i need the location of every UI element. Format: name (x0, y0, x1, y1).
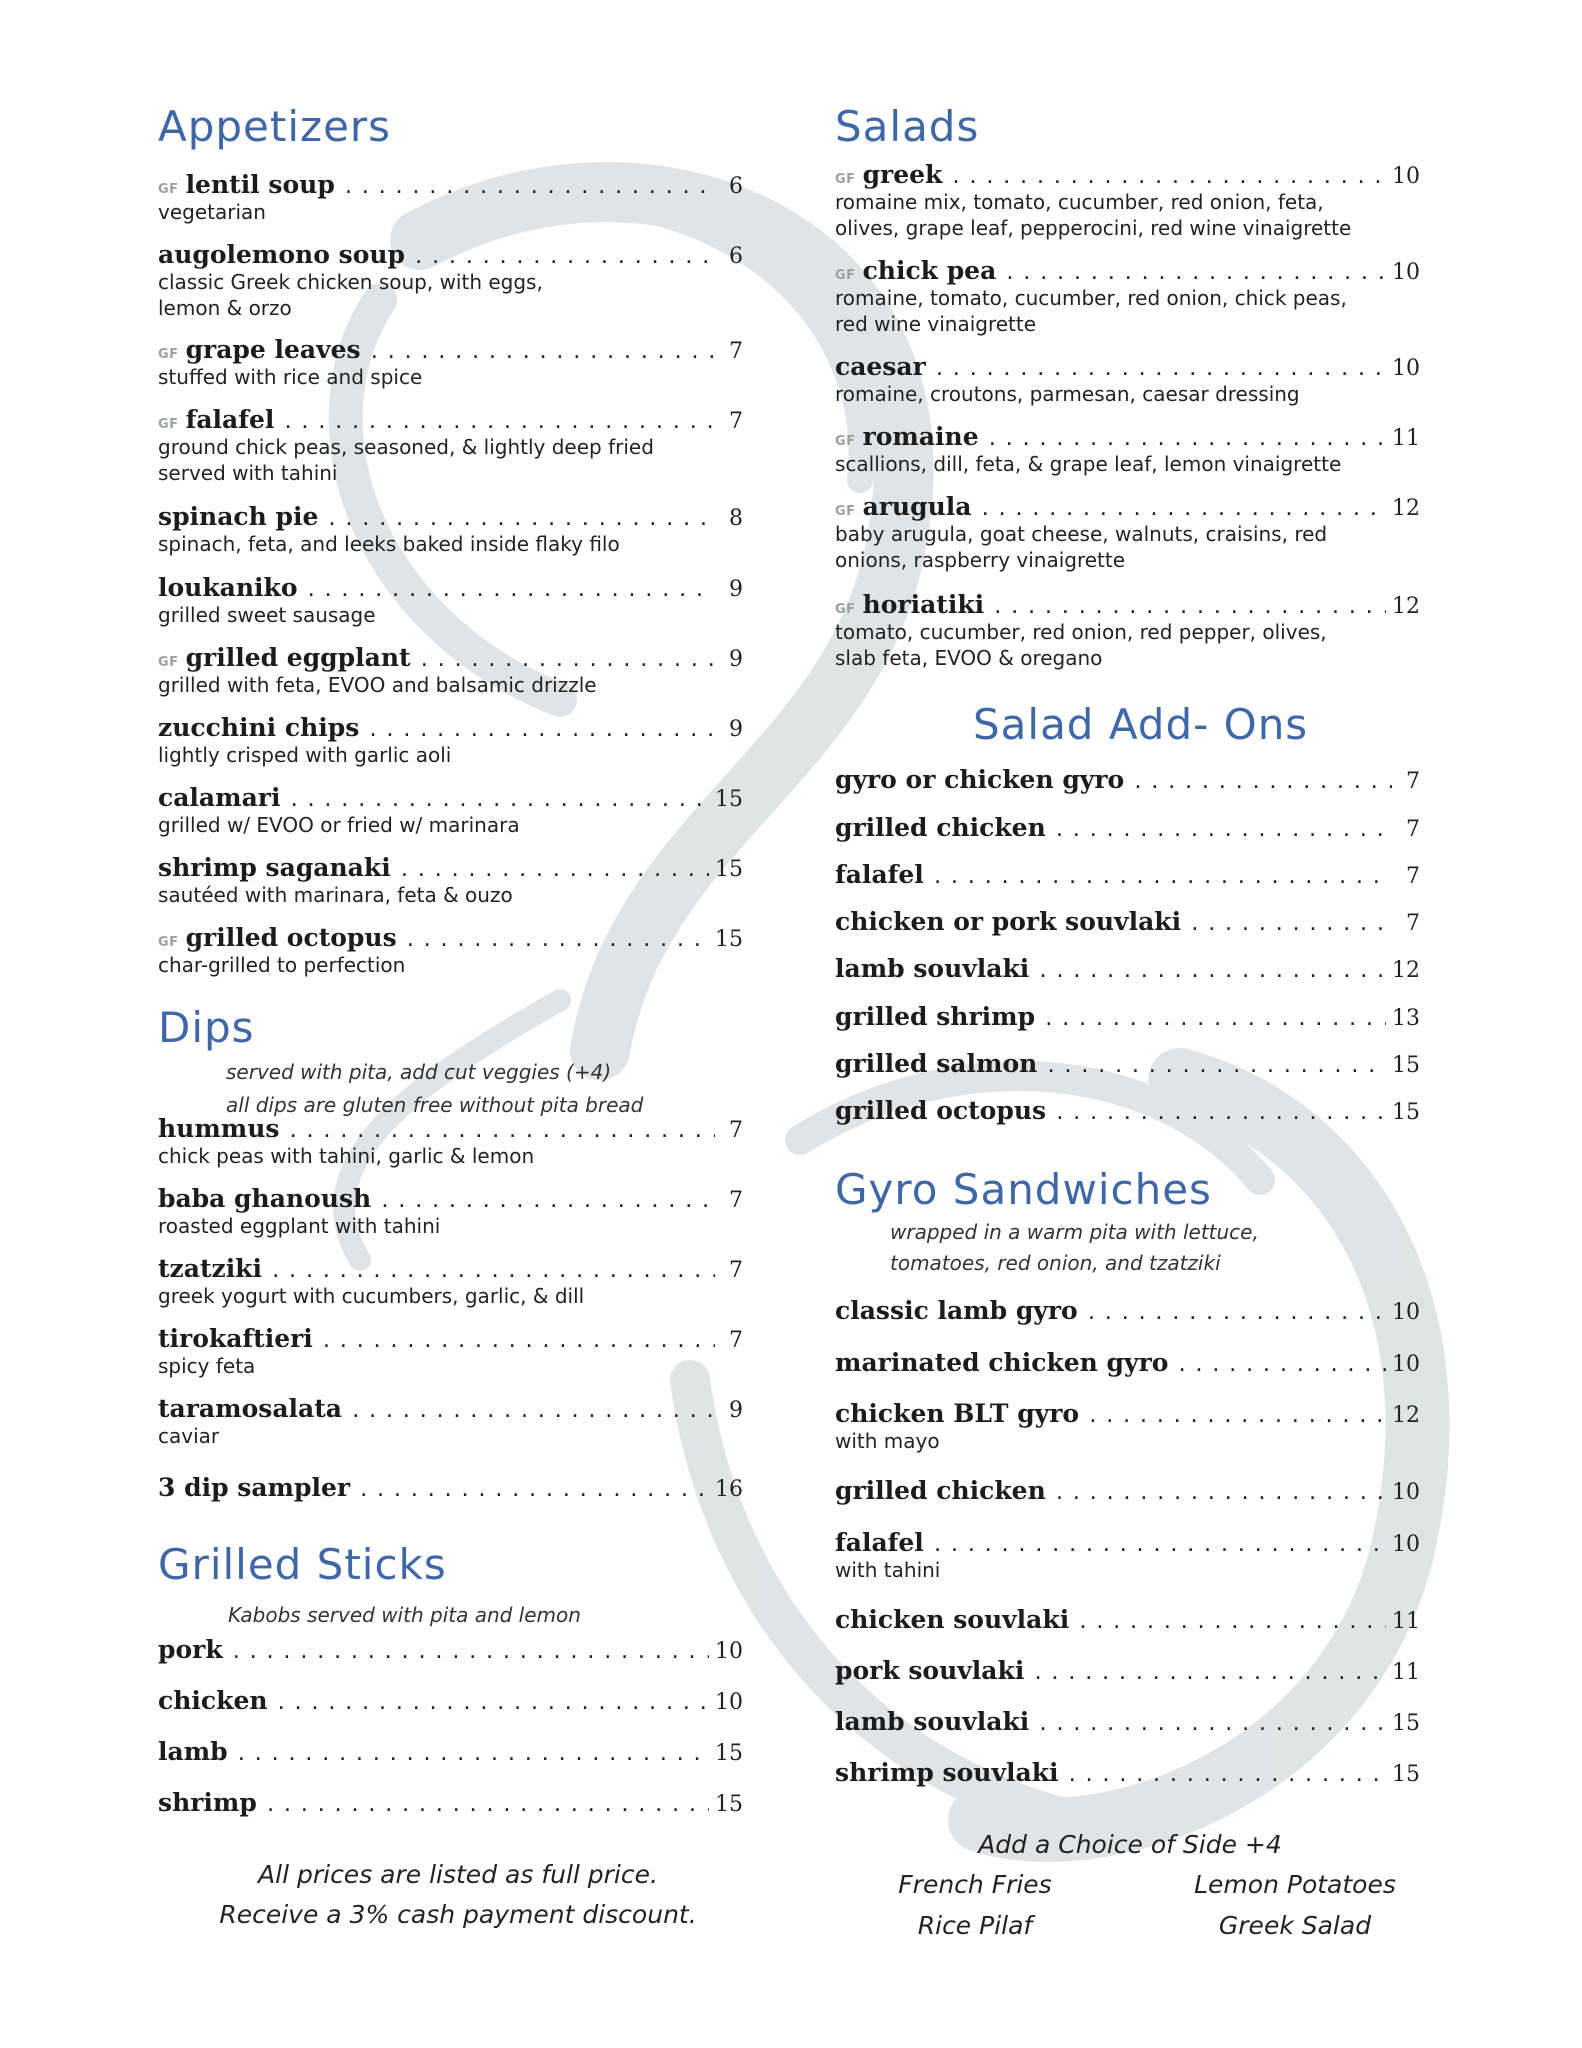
dot-leader (288, 1120, 715, 1142)
dot-leader (321, 1330, 715, 1352)
menu-item-name: romaine (862, 422, 979, 451)
menu-item-line (158, 1788, 743, 1817)
menu-item-price: 7 (729, 1118, 743, 1143)
menu-item-description: char-grilled to perfection (158, 953, 406, 977)
menu-item-line (158, 853, 743, 882)
menu-item (158, 643, 743, 698)
menu-item (835, 1049, 1420, 1078)
menu-item-line (835, 1605, 1420, 1634)
dot-leader (399, 859, 709, 881)
menu-item (158, 1254, 743, 1309)
dot-leader (270, 1260, 715, 1282)
dot-leader (1054, 1482, 1386, 1504)
menu-item-line (835, 765, 1420, 794)
menu-item (158, 573, 743, 628)
menu-item-line (835, 1399, 1420, 1428)
menu-item-line (158, 240, 743, 269)
dot-leader (1054, 1102, 1386, 1124)
menu-item-price: 9 (729, 1398, 743, 1423)
gyro-note: wrapped in a warm pita with lettuce, (890, 1220, 1259, 1244)
menu-item-line (158, 1473, 743, 1502)
menu-item-price: 15 (715, 1792, 743, 1817)
menu-item-price: 15 (715, 787, 743, 812)
menu-item-description: lemon & orzo (158, 296, 292, 320)
dot-leader (979, 498, 1386, 520)
menu-item-line (835, 907, 1420, 936)
gluten-free-badge: GF (835, 434, 856, 449)
menu-item-name: falafel (835, 1528, 924, 1557)
menu-item-name: shrimp (158, 1788, 257, 1817)
menu-item (835, 1399, 1420, 1454)
gyro-note: tomatoes, red onion, and tzatziki (890, 1251, 1221, 1275)
menu-item-price: 15 (715, 1741, 743, 1766)
dot-leader (231, 1641, 709, 1663)
menu-item-name: tzatziki (158, 1254, 263, 1283)
menu-item-name: hummus (158, 1114, 280, 1143)
menu-item-description: baby arugula, goat cheese, walnuts, craisins, red (835, 522, 1328, 546)
menu-item-price: 15 (1392, 1053, 1420, 1078)
menu-item-description: spinach, feta, and leeks baked inside flaky filo (158, 532, 620, 556)
menu-item-price: 10 (715, 1639, 743, 1664)
menu-item-name: grilled salmon (835, 1049, 1038, 1078)
menu-item-description: served with tahini (158, 461, 338, 485)
menu-item-line (158, 502, 743, 531)
menu-item-price: 15 (1392, 1711, 1420, 1736)
menu-item-price: 9 (729, 577, 743, 602)
dot-leader (1043, 1008, 1386, 1030)
dot-leader (987, 428, 1386, 450)
menu-item-name: grilled chicken (835, 813, 1046, 842)
menu-item (835, 1348, 1420, 1377)
menu-item-price: 10 (1392, 1300, 1420, 1325)
dot-leader (1067, 1764, 1386, 1786)
dot-leader (1004, 262, 1386, 284)
menu-item-line (158, 1184, 743, 1213)
gluten-free-badge: GF (158, 935, 179, 950)
menu-item-price: 7 (729, 409, 743, 434)
menu-item-line (158, 1114, 743, 1143)
menu-item-price: 10 (715, 1690, 743, 1715)
menu-item-name: lamb souvlaki (835, 1707, 1030, 1736)
menu-item-price: 10 (1392, 1480, 1420, 1505)
menu-item-description: grilled w/ EVOO or fried w/ marinara (158, 813, 520, 837)
menu-item-name: grilled octopus (835, 1096, 1047, 1125)
menu-item-line (835, 256, 1420, 285)
menu-item-line (158, 170, 743, 199)
menu-item-price: 16 (715, 1477, 743, 1502)
menu-item-price: 11 (1392, 1660, 1420, 1685)
gluten-free-badge: GF (158, 182, 179, 197)
side-option: French Fries (898, 1870, 1052, 1899)
menu-item-name: zucchini chips (158, 713, 360, 742)
menu-item-name: caesar (835, 352, 926, 381)
menu-item (158, 502, 743, 557)
dot-leader (419, 649, 715, 671)
menu-item-description: chick peas with tahini, garlic & lemon (158, 1144, 535, 1168)
menu-item (835, 1476, 1420, 1505)
side-option: Lemon Potatoes (1194, 1870, 1396, 1899)
dot-leader (326, 508, 715, 530)
dot-leader (276, 1692, 709, 1714)
menu-item-price: 10 (1392, 1352, 1420, 1377)
menu-item-price: 7 (729, 339, 743, 364)
menu-item-name: falafel (185, 405, 275, 434)
menu-item-name: chicken BLT gyro (835, 1399, 1080, 1428)
menu-item-price: 10 (1392, 1532, 1420, 1557)
menu-item-price: 12 (1392, 496, 1420, 521)
menu-item-price: 10 (1392, 356, 1420, 381)
side-option: Greek Salad (1218, 1911, 1372, 1940)
menu-item (835, 422, 1420, 477)
dot-leader (413, 246, 715, 268)
menu-item (158, 335, 743, 390)
menu-item (835, 1707, 1420, 1736)
menu-item (158, 853, 743, 908)
menu-item-line (835, 1049, 1420, 1078)
menu-item-line (835, 492, 1420, 521)
dot-leader (950, 166, 1386, 188)
dot-leader (1032, 1662, 1386, 1684)
menu-item-name: lamb souvlaki (835, 954, 1030, 983)
menu-item (835, 1096, 1420, 1125)
menu-item-price: 8 (729, 506, 743, 531)
menu-item-description: romaine, tomato, cucumber, red onion, chick peas, (835, 286, 1347, 310)
menu-item-description: romaine mix, tomato, cucumber, red onion, feta, (835, 190, 1324, 214)
dot-leader (1037, 960, 1386, 982)
menu-item (158, 1184, 743, 1239)
menu-item (835, 813, 1420, 842)
menu-item (158, 170, 743, 225)
dot-leader (405, 929, 709, 951)
grilled-sticks-note: Kabobs served with pita and lemon (228, 1603, 581, 1627)
menu-item-description: spicy feta (158, 1354, 256, 1378)
menu-item-price: 10 (1392, 164, 1420, 189)
dot-leader (1045, 1055, 1386, 1077)
menu-item-name: chicken souvlaki (835, 1605, 1070, 1634)
menu-item-price: 12 (1392, 594, 1420, 619)
menu-item (158, 1788, 743, 1817)
menu-item (835, 590, 1420, 671)
menu-item-line (158, 1635, 743, 1664)
section-title-grilled-sticks: Grilled Sticks (158, 1540, 447, 1589)
menu-item-description: with mayo (835, 1429, 940, 1453)
menu-item-price: 7 (729, 1328, 743, 1353)
menu-item-line (835, 954, 1420, 983)
dips-note: all dips are gluten free without pita bread (226, 1093, 644, 1117)
side-option: Rice Pilaf (917, 1911, 1033, 1940)
menu-item (158, 783, 743, 838)
menu-item-line (158, 1737, 743, 1766)
menu-item-name: chick pea (862, 256, 997, 285)
dot-leader (306, 579, 715, 601)
menu-item-price: 11 (1392, 1609, 1420, 1634)
menu-item-price: 13 (1392, 1006, 1420, 1031)
menu-item (835, 492, 1420, 573)
menu-item-price: 7 (1406, 864, 1420, 889)
menu-item-name: horiatiki (862, 590, 985, 619)
dot-leader (367, 719, 715, 741)
dot-leader (236, 1743, 709, 1765)
menu-item (158, 240, 743, 321)
section-title-gyro-sandwiches: Gyro Sandwiches (835, 1165, 1212, 1214)
menu-item-price: 15 (1392, 1762, 1420, 1787)
gluten-free-badge: GF (158, 347, 179, 362)
section-title-dips: Dips (158, 1003, 255, 1052)
menu-item (158, 923, 743, 978)
menu-item-name: loukaniko (158, 573, 298, 602)
menu-item-price: 12 (1392, 958, 1420, 983)
menu-item-price: 12 (1392, 1403, 1420, 1428)
dot-leader (343, 176, 715, 198)
menu-item-line (835, 1348, 1420, 1377)
menu-item-price: 15 (1392, 1100, 1420, 1125)
menu-item-line (835, 160, 1420, 189)
menu-item-name: 3 dip sampler (158, 1473, 351, 1502)
dot-leader (369, 341, 715, 363)
dot-leader (934, 358, 1386, 380)
gluten-free-badge: GF (835, 602, 856, 617)
menu-item-name: grape leaves (185, 335, 361, 364)
menu-item-line (158, 923, 743, 952)
menu-item-description: grilled sweet sausage (158, 603, 376, 627)
menu-item-price: 6 (729, 244, 743, 269)
menu-item-price: 7 (1406, 769, 1420, 794)
menu-item-description: grilled with feta, EVOO and balsamic drizzle (158, 673, 597, 697)
menu-item-name: classic lamb gyro (835, 1296, 1078, 1325)
menu-item-line (158, 643, 743, 672)
gluten-free-badge: GF (835, 504, 856, 519)
menu-item-name: falafel (835, 860, 924, 889)
menu-item-line (835, 422, 1420, 451)
dot-leader (379, 1190, 715, 1212)
gluten-free-badge: GF (158, 655, 179, 670)
dot-leader (1176, 1354, 1386, 1376)
menu-item-line (835, 1002, 1420, 1031)
menu-item-price: 9 (729, 647, 743, 672)
menu-item-line (835, 1296, 1420, 1325)
menu-item (835, 765, 1420, 794)
menu-item-line (158, 1324, 743, 1353)
menu-item (835, 1296, 1420, 1325)
dot-leader (932, 1534, 1386, 1556)
menu-item (835, 1528, 1420, 1583)
menu-item (158, 1686, 743, 1715)
menu-item-line (835, 1707, 1420, 1736)
menu-item (158, 1324, 743, 1379)
menu-item (158, 713, 743, 768)
menu-item-description: lightly crisped with garlic aoli (158, 743, 452, 767)
menu-item-description: ground chick peas, seasoned, & lightly deep fried (158, 435, 654, 459)
menu-item-price: 11 (1392, 426, 1420, 451)
menu-item-price: 15 (715, 857, 743, 882)
menu-item (835, 1605, 1420, 1634)
menu-item-name: taramosalata (158, 1394, 342, 1423)
menu-item-description: olives, grape leaf, pepperocini, red wine vinaigrette (835, 216, 1352, 240)
menu-item-name: lentil soup (185, 170, 335, 199)
menu-item-name: marinated chicken gyro (835, 1348, 1169, 1377)
menu-item-line (158, 783, 743, 812)
menu-item-line (835, 1096, 1420, 1125)
menu-item-description: red wine vinaigrette (835, 312, 1037, 336)
menu-item-line (835, 860, 1420, 889)
menu-item-name: chicken (158, 1686, 268, 1715)
menu-item-description: scallions, dill, feta, & grape leaf, lemon vinaigrette (835, 452, 1342, 476)
menu-item-name: calamari (158, 783, 281, 812)
menu-item-name: arugula (862, 492, 972, 521)
menu-item-name: grilled shrimp (835, 1002, 1036, 1031)
gluten-free-badge: GF (158, 417, 179, 432)
menu-item-description: slab feta, EVOO & oregano (835, 646, 1103, 670)
menu-item (158, 1114, 743, 1169)
menu-item-description: roasted eggplant with tahini (158, 1214, 441, 1238)
dot-leader (350, 1400, 715, 1422)
section-title-salad-addons: Salad Add- Ons (973, 700, 1309, 749)
menu-item-description: greek yogurt with cucumbers, garlic, & dill (158, 1284, 585, 1308)
menu-item-price: 7 (1406, 817, 1420, 842)
dot-leader (288, 789, 709, 811)
menu-item (835, 860, 1420, 889)
section-title-appetizers: Appetizers (158, 102, 392, 151)
menu-item-line (835, 1476, 1420, 1505)
menu-item (158, 1635, 743, 1664)
menu-item (158, 1394, 743, 1449)
menu-item-name: gyro or chicken gyro (835, 765, 1125, 794)
menu-item-line (835, 352, 1420, 381)
gluten-free-badge: GF (835, 268, 856, 283)
menu-item-name: pork (158, 1635, 223, 1664)
section-title-salads: Salads (835, 102, 980, 151)
menu-item (835, 256, 1420, 337)
menu-item (158, 405, 743, 486)
menu-item (835, 1002, 1420, 1031)
menu-item-name: pork souvlaki (835, 1656, 1025, 1685)
dot-leader (992, 596, 1386, 618)
dot-leader (282, 411, 715, 433)
menu-item (835, 1758, 1420, 1787)
menu-item-name: shrimp souvlaki (835, 1758, 1059, 1787)
menu-item-description: tomato, cucumber, red onion, red pepper, olives, (835, 620, 1327, 644)
menu-item-line (158, 405, 743, 434)
dips-note: served with pita, add cut veggies (+4) (226, 1060, 612, 1084)
menu-item-price: 10 (1392, 260, 1420, 285)
price-note: Receive a 3% cash payment discount. (219, 1900, 697, 1929)
dot-leader (1037, 1713, 1386, 1735)
menu-item-line (835, 1656, 1420, 1685)
menu-item-line (158, 335, 743, 364)
menu-item-line (835, 1528, 1420, 1557)
menu-item-name: grilled octopus (185, 923, 397, 952)
gluten-free-badge: GF (835, 172, 856, 187)
menu-item-line (158, 1254, 743, 1283)
menu-item-description: onions, raspberry vinaigrette (835, 548, 1126, 572)
menu-item (158, 1473, 743, 1502)
menu-item-name: tirokaftieri (158, 1324, 313, 1353)
menu-item-name: augolemono soup (158, 240, 406, 269)
menu-item-line (158, 1686, 743, 1715)
dot-leader (265, 1794, 709, 1816)
menu-item (158, 1737, 743, 1766)
menu-item-name: chicken or pork souvlaki (835, 907, 1182, 936)
menu-item-description: stuffed with rice and spice (158, 365, 423, 389)
menu-item (835, 954, 1420, 983)
dot-leader (1086, 1302, 1386, 1324)
dot-leader (1132, 771, 1392, 793)
sides-heading: Add a Choice of Side +4 (978, 1830, 1282, 1859)
menu-item-line (158, 1394, 743, 1423)
menu-item-line (158, 713, 743, 742)
menu-item (835, 1656, 1420, 1685)
menu-item-price: 7 (729, 1258, 743, 1283)
price-note: All prices are listed as full price. (258, 1860, 658, 1889)
menu-item-name: spinach pie (158, 502, 319, 531)
menu-item-description: with tahini (835, 1558, 941, 1582)
menu-item-price: 15 (715, 927, 743, 952)
menu-item-line (835, 590, 1420, 619)
menu-item-price: 7 (729, 1188, 743, 1213)
menu-item-line (835, 813, 1420, 842)
menu-item (835, 160, 1420, 241)
menu-item-line (835, 1758, 1420, 1787)
menu-item-description: caviar (158, 1424, 220, 1448)
menu-item (835, 352, 1420, 407)
menu-item-price: 9 (729, 717, 743, 742)
menu-item-name: greek (862, 160, 943, 189)
dot-leader (1054, 819, 1392, 841)
menu-item-name: shrimp saganaki (158, 853, 391, 882)
menu-item-name: lamb (158, 1737, 228, 1766)
menu-item-description: sautéed with marinara, feta & ouzo (158, 883, 513, 907)
menu-item-name: grilled eggplant (185, 643, 411, 672)
menu-item-price: 6 (729, 174, 743, 199)
dot-leader (932, 866, 1392, 888)
menu-item-line (158, 573, 743, 602)
dot-leader (358, 1479, 709, 1501)
dot-leader (1077, 1611, 1386, 1633)
dot-leader (1189, 913, 1392, 935)
menu-item-name: baba ghanoush (158, 1184, 372, 1213)
menu-item-description: romaine, croutons, parmesan, caesar dressing (835, 382, 1300, 406)
menu-item-name: grilled chicken (835, 1476, 1046, 1505)
menu-item-price: 7 (1406, 911, 1420, 936)
menu-item-description: classic Greek chicken soup, with eggs, (158, 270, 543, 294)
menu-item-description: vegetarian (158, 200, 266, 224)
dot-leader (1087, 1405, 1386, 1427)
menu-item (835, 907, 1420, 936)
